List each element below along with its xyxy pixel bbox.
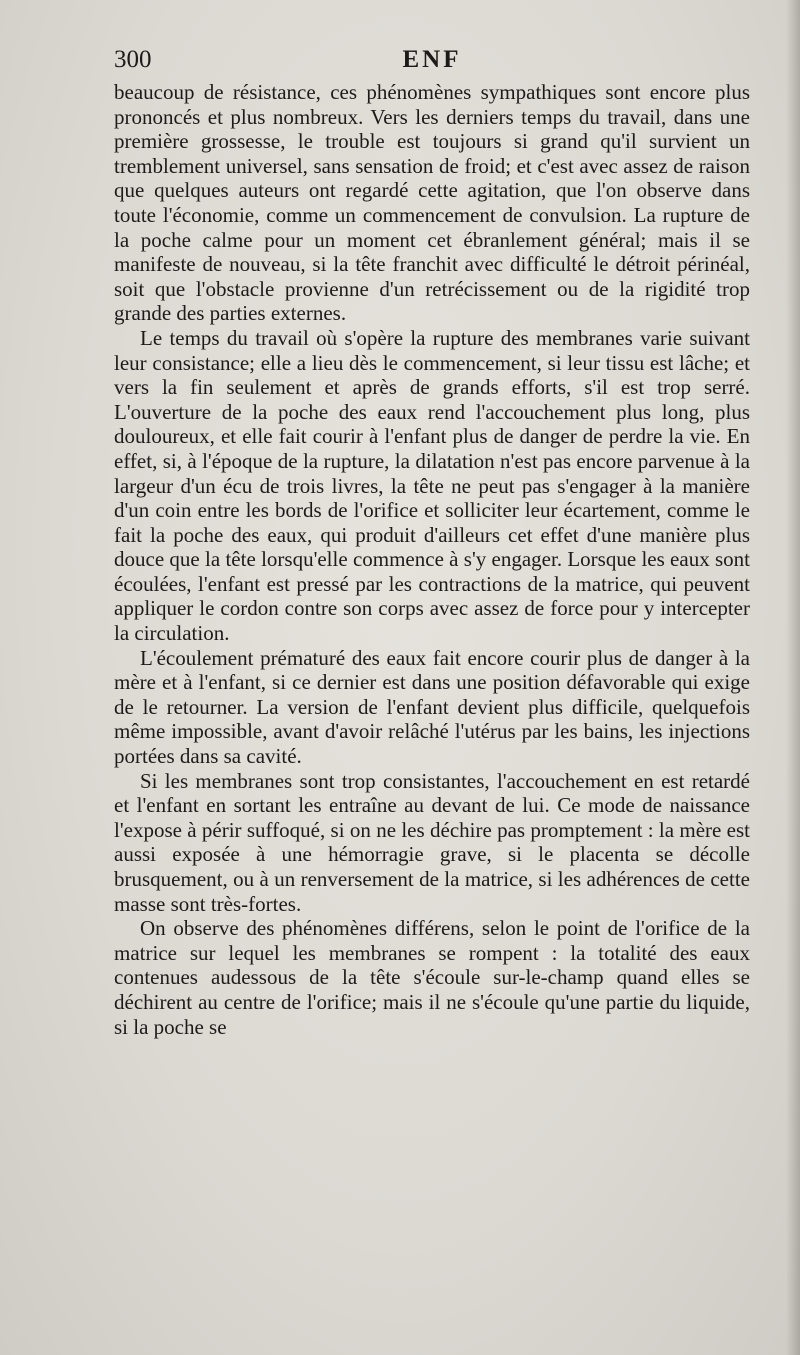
running-head: ENF	[402, 46, 462, 73]
page-edge-shadow	[786, 0, 800, 1355]
paragraph-2: Le temps du travail où s'opère la rupture des membranes varie suivant leur consistance; elle a lieu dès le commencement, si leur tissu est lâche; et vers la fin seulement et après de grands efforts, s'il est trop serré. L'ouverture de la poche des eaux rend l'accouchement plus long, plus douloureux, et elle fait courir à l'enfant plus de danger de perdre la vie. En effet, si, à l'époque de la rupture, la dilatation n'est pas encore parvenue à la largeur d'un écu de trois livres, la tête ne peut pas s'engager à la manière d'un coin entre les bords de l'orifice et solliciter leur écartement, comme le fait la poche des eaux, qui produit d'ailleurs cet effet d'une manière plus douce que la tête lorsqu'elle commence à s'y engager. Lorsque les eaux sont écoulées, l'enfant est pressé par les contractions de la matrice, qui peuvent appliquer le cordon contre son corps avec assez de force pour y intercepter la circulation.	[114, 325, 750, 646]
page-number: 300	[114, 46, 152, 73]
paragraph-3: L'écoulement prématuré des eaux fait encore courir plus de danger à la mère et à l'enfant, si ce dernier est dans une position défavorable qui exige de le retourner. La version de l'enfant devient plus difficile, quelquefois même impossible, avant d'avoir relâché l'utérus par les bains, les injections portées dans sa cavité.	[114, 645, 750, 769]
paragraph-1: beaucoup de résistance, ces phénomènes sympathiques sont encore plus prononcés et plus nombreux. Vers les derniers temps du travail, dans une première grossesse, le trouble est toujours si grand qu'il survient un tremblement universel, sans sensation de froid; et c'est avec assez de raison que quelques auteurs ont regardé cette agitation, que l'on observe dans toute l'économie, comme un commencement de convulsion. La rupture de la poche calme pour un moment cet ébranlement général; mais il se manifeste de nouveau, si la tête franchit avec difficulté le détroit périnéal, soit que l'obstacle provienne d'un retrécissement ou de la rigidité trop grande des parties externes.	[114, 80, 750, 326]
page-header	[114, 40, 750, 80]
paragraph-4: Si les membranes sont trop consistantes, l'accouchement en est retardé et l'enfant en sortant les entraîne au devant de lui. Ce mode de naissance l'expose à périr suffoqué, si on ne les déchire pas promptement : la mère est aussi exposée à une hémorragie grave, si le placenta se décolle brusquement, ou à un renversement de la matrice, si les adhérences de cette masse sont très-fortes.	[114, 768, 750, 916]
body-text	[114, 80, 750, 1039]
paragraph-5: On observe des phénomènes différens, selon le point de l'orifice de la matrice sur lequel les membranes se rompent : la totalité des eaux contenues audessous de la tête s'écoule sur-le-champ quand elles se déchirent au centre de l'orifice; mais il ne s'écoule qu'une partie du liquide, si la poche se	[114, 916, 750, 1039]
